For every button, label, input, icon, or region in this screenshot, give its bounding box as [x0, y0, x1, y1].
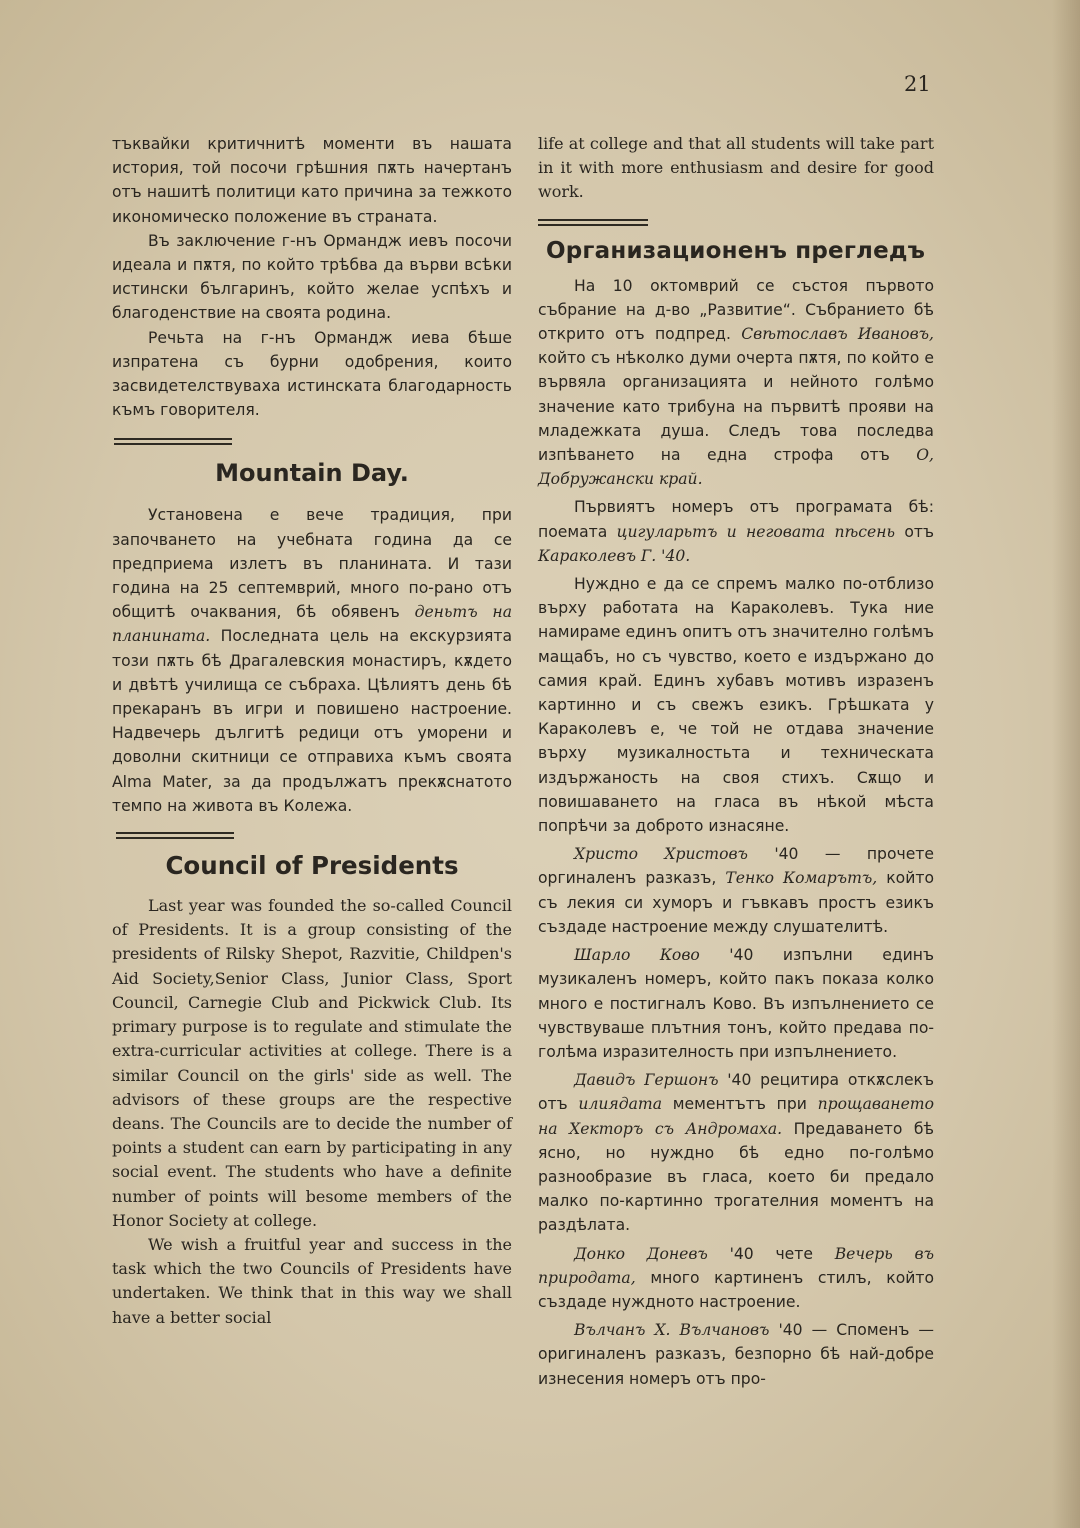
org-p6-scene: прощаването на Хекторъ съ Андромаха. — [538, 1095, 934, 1138]
org-p7-work: Вечерь въ природата, — [538, 1244, 934, 1287]
org-p1-text-a: На 10 октомврий се състоя първото събрание на д-во „Развитие“. Събранието бѣ открито отъ подпред. — [538, 276, 934, 344]
section-divider — [538, 219, 648, 226]
org-p6-text-a: '40 рецитира откѫслекъ отъ — [538, 1071, 934, 1114]
council-heading: Council of Presidents — [165, 851, 459, 881]
section-divider — [116, 832, 234, 839]
org-p4-text-b: който съ лекия си хуморъ и гъвкавъ простъ езикъ създаде настроение между слушателитѣ. — [538, 869, 934, 936]
intro-paragraph-2: Въ заключение г-нъ Ормандж иевъ посочи идеала и пѫтя, по който трѣбва да върви всѣки истински българинъ, който желае успѣхъ и благоденствие на своята родина. — [112, 231, 512, 323]
org-paragraph-4 — [538, 842, 934, 939]
mountain-day-text-end: Последната цель на екскурзията този пѫть бѣ Драгалевския монастиръ, кѫдето и двѣтѣ училища се събраха. Цѣлиятъ день бѣ прекаранъ въ игри и повишено настроение. Надвечерь дългитѣ редици отъ уморени и доволни скитници се отправиха къмъ своята Alma Mater, за да продължатъ прекѫснатото темпо на живота въ Колежа. — [112, 627, 512, 815]
council-article — [112, 894, 512, 1330]
org-paragraph-2 — [538, 495, 934, 568]
org-p7-text-a: '40 чете — [729, 1244, 813, 1263]
org-paragraph-5 — [538, 943, 934, 1064]
page-edge-shadow — [1052, 0, 1080, 1528]
org-p2-text-b: отъ — [904, 522, 934, 541]
intro-paragraph-1: тъквайки критичнитѣ моменти въ нашата история, той посочи грѣшния пѫть начертанъ отъ нашитѣ политици като причина за тежкото икономическо положение въ страната. — [112, 135, 512, 226]
org-p2-author: Караколевъ Г. '40. — [538, 546, 691, 565]
org-p6-work: илиядата — [578, 1095, 663, 1114]
council-paragraph-2: We wish a fruitful year and success in the task which the two Councils of Presidents have undertaken. We think that in this way we shall have a better social — [112, 1234, 512, 1327]
org-paragraph-1 — [538, 274, 934, 492]
org-p6-name: Давидъ Гершонъ — [574, 1071, 719, 1090]
org-p6-text-b: мементътъ при — [672, 1095, 807, 1114]
org-p1-poem: О, Добружански край. — [538, 446, 934, 489]
right-column — [538, 132, 934, 1391]
org-paragraph-8 — [538, 1318, 934, 1391]
org-paragraph-6 — [538, 1068, 934, 1237]
org-p5-name: Шарло Ково — [574, 946, 700, 965]
intro-paragraph-3: Речьта на г-нъ Ормандж иева бѣше изпратена съ бурни одобрения, които засвидетелствуваха истинската благодарность къмъ говорителя. — [112, 328, 512, 420]
org-p1-name: Свѣтославъ Ивановъ, — [741, 325, 934, 344]
page-number: 21 — [904, 72, 931, 96]
org-p4-text-a: '40 — прочете оргиналенъ разказъ, — [538, 845, 934, 888]
council-paragraph-1: Last year was founded the so-called Council of Presidents. It is a group consisting of the presidents of Rilsky Shepot, Razvitie, Childpen's Aid Society,Senior Class, Junior Class, Sport Council, Carnegie Club and Pickwick Club. Its primary purpose is to regulate and stimulate the extra-curricular activities at college. There is a similar Council on the girls' side as well. The advisors of these groups are the respective deans. The Councils are to decide the number of points a student can earn by participating in any social event. The students who have a definite number of points will besome members of the Honor Society at college. — [112, 896, 512, 1230]
left-column — [112, 132, 512, 1330]
org-p5-text: '40 изпълни единъ музикаленъ номеръ, който пакъ показа колко много е постигналъ Ково. Въ изпълнението се чувствуваше плътния тонъ, който предава по-голѣма изразителность при изпълнението. — [538, 946, 934, 1061]
org-review-heading: Организационенъ прегледъ — [546, 237, 926, 264]
org-p2-poem: цигуларьтъ и неговата пѣсень — [616, 522, 896, 541]
mountain-day-text-start: Установена е вече традиция, при започването на учебната година да се предприема излетъ въ планината. И тази година на 25 септемврий, много по-рано отъ общитѣ очаквания, бѣ обявенъ — [112, 506, 512, 622]
org-paragraph-7 — [538, 1242, 934, 1315]
org-p7-text-b: много картиненъ стилъ, който създаде нуждното настроение. — [538, 1268, 934, 1311]
org-p8-text: '40 — Споменъ — оригиналенъ разказъ, безпорно бѣ най-добре изнесения номеръ отъ про- — [538, 1321, 934, 1388]
org-p8-name: Вълчанъ Х. Вълчановъ — [574, 1321, 770, 1340]
council-continued: life at college and that all students will take part in it with more enthusiasm and desire for good work. — [538, 134, 934, 202]
mountain-day-paragraph — [112, 503, 512, 818]
mountain-day-italic: деньтъ на планината. — [112, 603, 512, 646]
org-p7-name: Донко Доневъ — [574, 1244, 708, 1263]
mountain-day-heading: Mountain Day. — [215, 459, 409, 488]
org-p6-text-c: Предаването бѣ ясно, но нуждно бѣ едно по-голѣмо разнообразие въ гласа, което би предало малко по-картинно трогателния моментъ на раздѣлата. — [538, 1119, 934, 1235]
org-p4-story: Тенко Комарътъ, — [725, 869, 878, 888]
org-p2-text-a: Първиятъ номеръ отъ програмата бѣ: поемата — [538, 498, 934, 541]
org-paragraph-3: Нуждно е да се спремъ малко по-отблизо върху работата на Караколевъ. Тука ние намираме единъ опитъ отъ значително голѣмъ мащабъ, но съ чувство, което е издържано до самия край. Единъ хубавъ мотивъ изразенъ картинно и съ свежъ езикъ. Грѣшката у Караколевъ е, че той не отдава значение върху музикалностьта и техническата издържаность на своя стихъ. Сѫщо и повишаването на гласа въ нѣкой мѣста попрѣчи за доброто изнасяне. — [538, 575, 934, 836]
org-p1-text-b: който съ нѣколко думи очерта пѫтя, по който е вървяла организацията и нейното голѣмо значение като трибуна на първитѣ прояви на младежката душа. Следъ това последва изпѣването на една строфа отъ — [538, 349, 934, 465]
section-divider — [114, 438, 232, 445]
org-p4-name: Христо Христовъ — [574, 845, 748, 864]
